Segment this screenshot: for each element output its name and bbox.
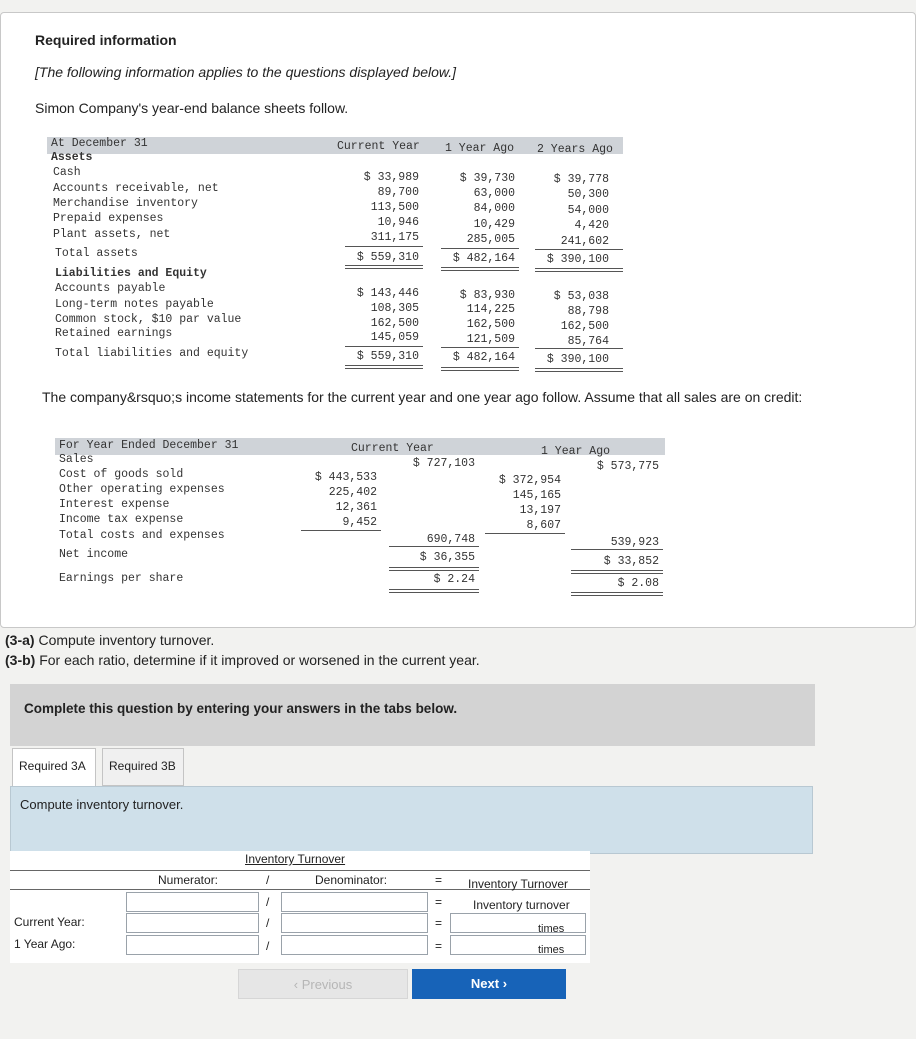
net-income-label: Net income [59,548,129,561]
cell: 88,798 [567,305,609,318]
total-cell: $ 559,310 [356,350,419,363]
double-underline [535,368,623,372]
double-underline [571,570,663,574]
balance-intro: Simon Company's year-end balance sheets follow. [35,100,349,116]
row-label: Plant assets, net [53,228,171,241]
eps-current: $ 2.24 [433,573,475,586]
cell: 85,764 [567,335,609,348]
double-underline [441,367,519,371]
cell: 162,500 [370,317,419,330]
group-title: Inventory Turnover [245,852,346,866]
numerator-prior-input[interactable] [126,935,259,955]
underline [345,246,423,247]
denominator-current-input[interactable] [281,913,428,933]
row-label: Retained earnings [55,327,173,340]
total-costs-prior: 539,923 [610,536,659,549]
task-text: Compute inventory turnover. [20,797,184,812]
sales-current: $ 727,103 [412,457,475,470]
question-3b [5,652,480,668]
total-cell: $ 559,310 [356,251,419,264]
previous-label: Previous [301,977,353,992]
assets-label: Assets [51,151,93,164]
result-sub: Inventory turnover [473,898,570,912]
chevron-left-icon: ‹ [293,977,302,992]
cell: $ 143,446 [356,287,419,300]
cell: 84,000 [473,202,515,215]
underline [345,346,423,347]
double-underline [345,265,423,269]
q3b-text: For each ratio, determine if it improved or worsened in the current year. [39,652,480,668]
sales-label: Sales [59,453,94,466]
q3b-tag: (3-b) [5,652,36,668]
chevron-right-icon: › [499,976,508,991]
slash: / [266,873,270,887]
cell: $ 39,778 [553,173,609,186]
double-underline [389,589,479,593]
underline [441,347,519,348]
cell: 12,361 [335,501,377,514]
task-panel [10,786,813,854]
question-3a [5,632,214,648]
slash: / [266,895,270,909]
cell: 145,165 [512,489,561,502]
cell: 63,000 [473,187,515,200]
at-label: At December 31 [51,137,148,150]
unit-times: times [538,923,565,935]
total-cell: $ 390,100 [546,253,609,266]
row-label: Interest expense [59,498,170,511]
tab-required-3a[interactable]: Required 3A [12,748,96,786]
cell: 225,402 [328,486,377,499]
underline [301,530,381,531]
eps-label: Earnings per share [59,572,184,585]
total-costs-label: Total costs and expenses [59,529,225,542]
eps-prior: $ 2.08 [617,577,659,590]
slash: / [266,939,270,953]
net-income-current: $ 36,355 [419,551,475,564]
row-prior-label: 1 Year Ago: [14,937,76,951]
underline [441,248,519,249]
double-underline [345,365,423,369]
double-underline [535,268,623,272]
cell: 145,059 [370,331,419,344]
row-label: Accounts receivable, net [53,182,219,195]
cell: 89,700 [377,186,419,199]
previous-button[interactable] [238,969,408,999]
cell: 108,305 [370,302,419,315]
information-panel [0,12,916,628]
total-cell: $ 482,164 [452,252,515,265]
underline [485,533,565,534]
cell: 54,000 [567,204,609,217]
row-current-label: Current Year: [14,915,85,929]
cell: $ 53,038 [553,290,609,303]
income-intro: The company&rsquo;s income statements for the current year and one year ago follow. Assume that all sales are on credit: [42,389,803,405]
row-label: Other operating expenses [59,483,225,496]
cell: 10,946 [377,216,419,229]
underline [535,348,623,349]
cell: 121,509 [466,333,515,346]
row-label: Common stock, $10 par value [55,313,242,326]
denominator-label: Denominator: [315,873,388,887]
info-note: [The following information applies to the questions displayed below.] [35,64,457,80]
inventory-turnover-table [10,851,590,963]
denominator-input[interactable] [281,892,428,912]
underline [535,249,623,250]
double-underline [571,592,663,596]
cell: 4,420 [574,219,609,232]
col-current: Current Year [351,442,434,455]
row-label: Income tax expense [59,513,184,526]
cell: $ 39,730 [459,172,515,185]
instruction-text: Complete this question by entering your answers in the tabs below. [24,701,458,716]
col-1-year-ago: 1 Year Ago [445,142,515,155]
cell: $ 372,954 [498,474,561,487]
col-2-years-ago: 2 Years Ago [537,143,613,156]
q3a-tag: (3-a) [5,632,35,648]
q3a-text: Compute inventory turnover. [38,632,215,648]
row-label: Long-term notes payable [55,298,214,311]
equals-sign: = [435,873,443,887]
total-liab-label: Total liabilities and equity [55,347,249,360]
sales-prior: $ 573,775 [596,460,659,473]
slash: / [266,916,270,930]
cell: 162,500 [560,320,609,333]
row-label: Merchandise inventory [53,197,198,210]
numerator-label: Numerator: [158,873,219,887]
next-label: Next [470,976,500,991]
equals-sign: = [435,916,443,930]
total-costs-current: 690,748 [426,533,475,546]
cell: $ 33,989 [363,171,419,184]
col-current-year: Current Year [337,140,420,153]
net-income-prior: $ 33,852 [603,555,659,568]
cell: 311,175 [370,231,419,244]
cell: 114,225 [466,303,515,316]
next-button[interactable] [412,969,566,999]
denominator-prior-input[interactable] [281,935,428,955]
total-assets-label: Total assets [55,247,138,260]
cell: 241,602 [560,235,609,248]
row-label: Cost of goods sold [59,468,184,481]
double-underline [389,567,479,571]
numerator-input[interactable] [126,892,259,912]
cell: $ 443,533 [314,471,377,484]
cell: 285,005 [466,233,515,246]
total-cell: $ 482,164 [452,351,515,364]
cell: 8,607 [526,519,561,532]
unit-times: times [538,944,565,956]
cell: 113,500 [370,201,419,214]
turnover-current-input[interactable] [450,913,586,933]
total-cell: $ 390,100 [546,353,609,366]
cell: 162,500 [466,318,515,331]
liab-label: Liabilities and Equity [55,267,207,280]
for-label: For Year Ended December 31 [59,439,239,452]
row-label: Accounts payable [55,282,166,295]
cell: 10,429 [473,218,515,231]
tab-required-3b[interactable]: Required 3B [102,748,184,786]
cell: $ 83,930 [459,289,515,302]
cell: 50,300 [567,188,609,201]
result-header: Inventory Turnover [468,877,569,891]
underline [571,549,663,550]
required-info-title: Required information [35,32,177,48]
equals-sign: = [435,939,443,953]
instruction-bar [10,684,815,746]
turnover-prior-input[interactable] [450,935,586,955]
equals-sign: = [435,895,443,909]
row-label: Prepaid expenses [53,212,164,225]
row-label: Cash [53,166,81,179]
underline [389,546,479,547]
cell: 13,197 [519,504,561,517]
numerator-current-input[interactable] [126,913,259,933]
col-prior: 1 Year Ago [541,445,611,458]
double-underline [441,267,519,271]
cell: 9,452 [342,516,377,529]
